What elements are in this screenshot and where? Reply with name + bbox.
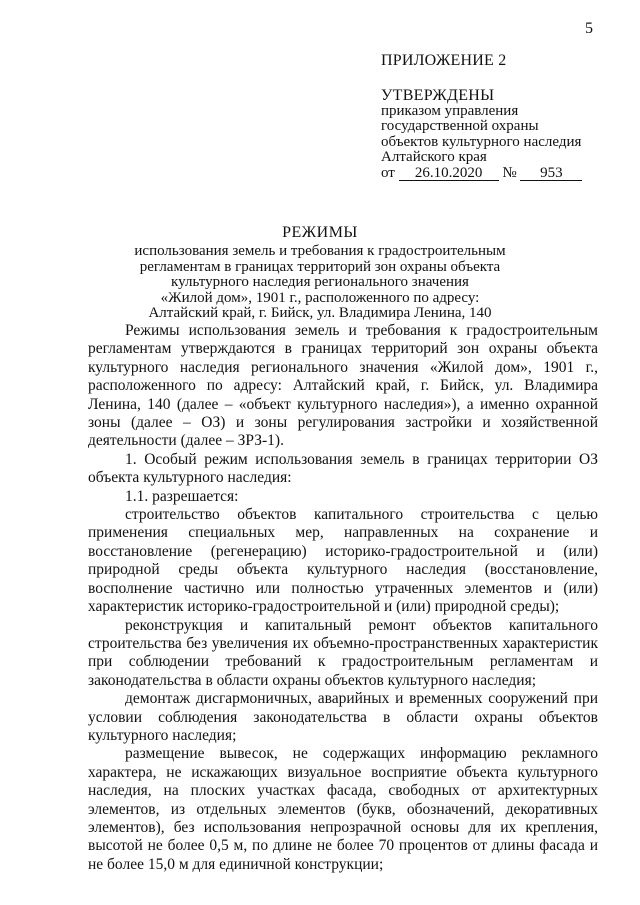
subtitle-line: использования земель и требования к градостроительным	[134, 243, 506, 259]
order-date: 26.10.2020	[399, 166, 499, 181]
approval-line: приказом управления	[381, 102, 519, 119]
body-paragraph: реконструкция и капитальный ремонт объектов капитального строительства без увеличения их объемно-пространственных характеристик при соблюдении требований к градостроительным регламентам и законодательства в области охраны объектов культурного наследия;	[88, 616, 598, 689]
body-paragraph: демонтаж дисгармоничных, аварийных и временных сооружений при условии соблюдения законодательства в области охраны объектов культурного наследия;	[88, 690, 598, 744]
from-label: от	[381, 164, 395, 181]
approval-line: государственной охраны	[381, 118, 539, 134]
approval-title: УТВЕРЖДЕНЫ	[381, 87, 495, 104]
document-title-block	[0, 224, 640, 322]
body-paragraph: размещение вывесок, не содержащих информацию рекламного характера, не искажающих визуальное восприятие объекта культурного наследия, на плоских участках фасада, свободных от архитектурных элементов, из отдельных элементов (букв, обозначений, декоративных элементов), без использования непрозрачной основы для их крепления, высотой не более 0,5 м, по длине не более 70 процентов от длины фасада и не более 15,0 м для единичной конструкции;	[88, 745, 598, 873]
body-paragraph: 1. Особый режим использования земель в границах территории ОЗ объекта культурного наследия:	[88, 450, 598, 487]
subtitle-line: регламентам в границах территорий зон охраны объекта	[139, 258, 501, 275]
subtitle-line: культурного наследия регионального значения	[171, 274, 469, 290]
number-label: №	[502, 164, 517, 181]
approval-line: Алтайского края	[381, 149, 487, 165]
body-paragraph: 1.1. разрешается:	[125, 487, 239, 505]
document-title: РЕЖИМЫ	[282, 224, 358, 241]
subtitle-line: Алтайский край, г. Бийск, ул. Владимира Ленина, 140	[148, 305, 492, 321]
order-number: 953	[520, 166, 582, 181]
body-paragraph: строительство объектов капитального строительства с целью применения специальных мер, направленных на сохранение и восстановление (регенерацию) историко-градостроительной и (или) природной среды объекта культурного наследия (восстановление, восполнение частично или полностью утраченных элементов и (или) характеристик историко-градостроительной и (или) природной среды);	[88, 506, 598, 616]
document-body	[88, 322, 598, 874]
subtitle-line: «Жилой дом», 1901 г., расположенного по адресу:	[160, 289, 480, 306]
approval-block	[381, 88, 582, 181]
approval-line: объектов культурного наследия	[381, 133, 582, 150]
order-date-number-line	[381, 166, 582, 182]
appendix-label: ПРИЛОЖЕНИЕ 2	[381, 52, 507, 69]
body-paragraph: Режимы использования земель и требования к градостроительным регламентам утверждаются в границах территорий зон охраны объекта культурного наследия регионального значения «Жилой дом», 1901 г., расположенного по адресу: Алтайский край, г. Бийск, ул. Владимира Ленина, 140 (далее – «объект культурного наследия»), а именно охранной зоны (далее – ОЗ) и зоны регулирования застройки и хозяйственной деятельности (далее – ЗРЗ-1).	[88, 322, 598, 450]
page-number: 5	[585, 20, 593, 37]
